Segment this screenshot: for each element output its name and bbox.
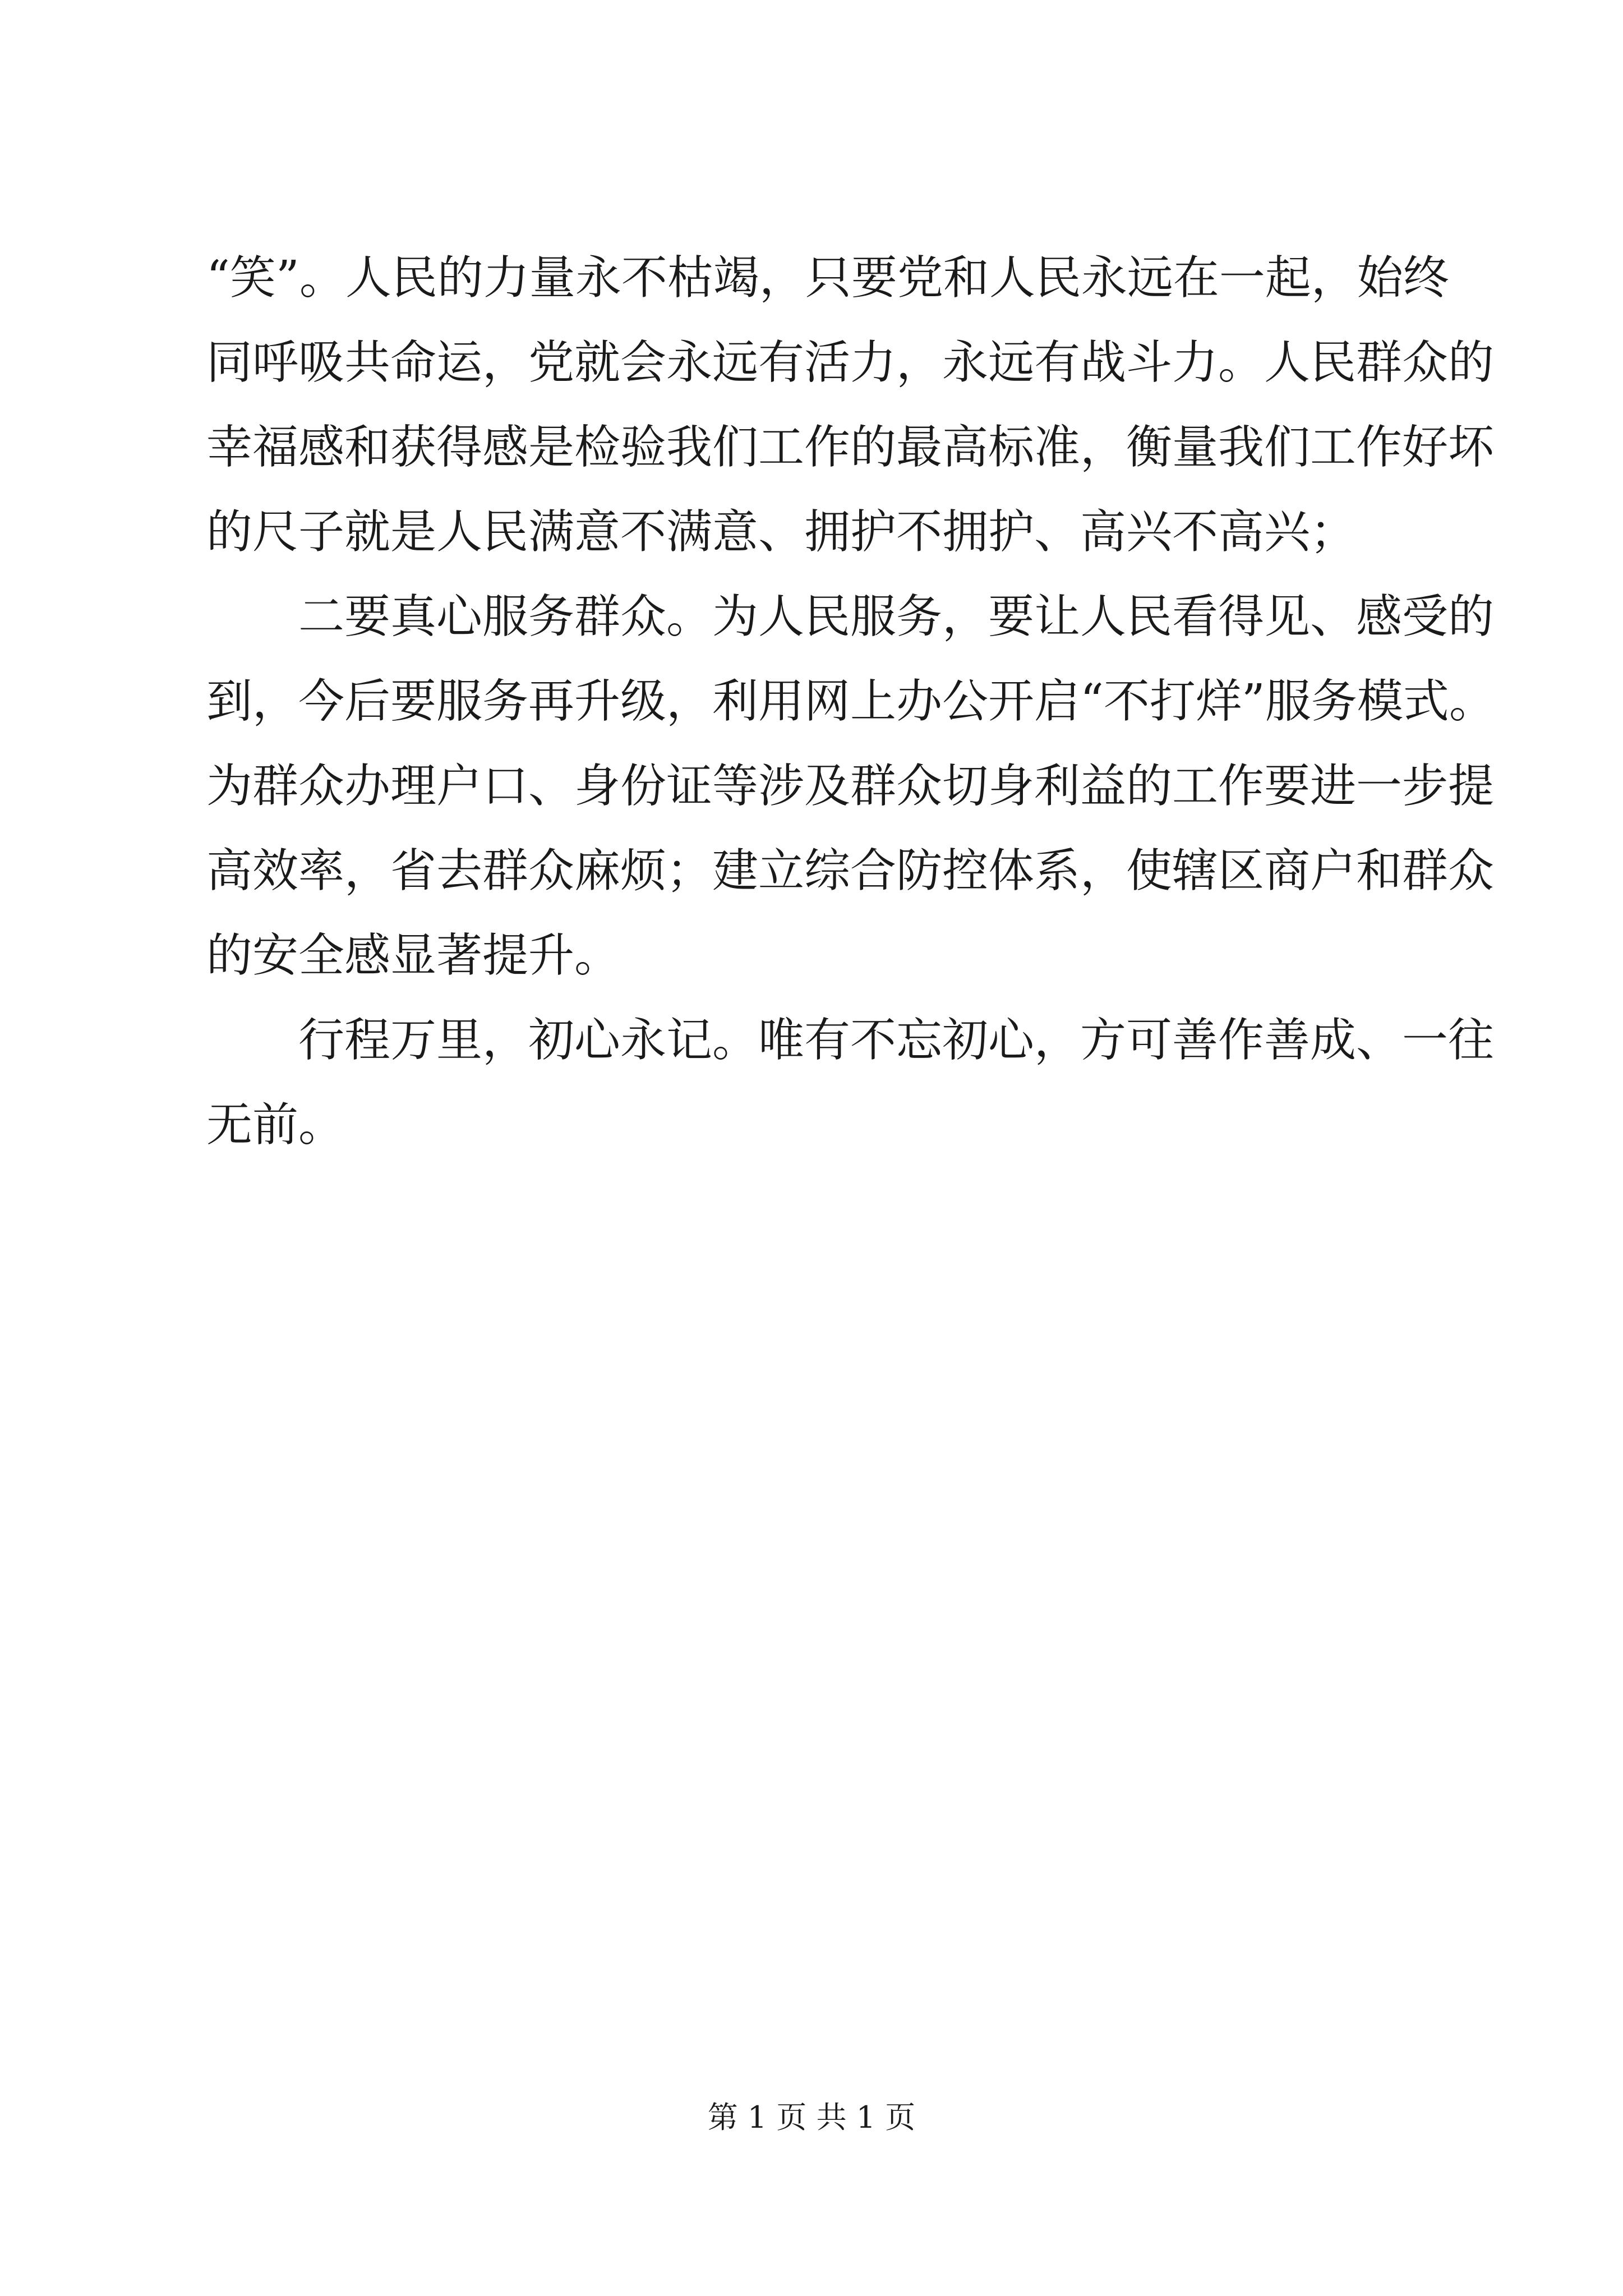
- paragraph-first-line: 行程万里，初心永记。唯有不忘初心，方可善作善成、一往: [298, 1014, 1495, 1067]
- paragraph-first-line: 二要真心服务群众。为人民服务，要让人民看得见、感受的: [298, 590, 1495, 643]
- text-line: 到，今后要服务再升级，利用网上办公开启“不打烊”服务模式。: [206, 675, 1495, 728]
- page-number: 第 1 页 共 1 页: [707, 2100, 916, 2135]
- text-line: 无前。: [206, 1098, 345, 1152]
- text-line: 的安全感显著提升。: [206, 929, 621, 982]
- text-line: 幸福感和获得感是检验我们工作的最高标准，衡量我们工作好坏: [206, 421, 1495, 474]
- text-line: 同呼吸共命运，党就会永远有活力，永远有战斗力。人民群众的: [206, 336, 1495, 389]
- text-line: 高效率，省去群众麻烦；建立综合防控体系，使辖区商户和群众: [206, 844, 1495, 898]
- text-line: 的尺子就是人民满意不满意、拥护不拥护、高兴不高兴；: [206, 505, 1357, 559]
- text-line: 为群众办理户口、身份证等涉及群众切身利益的工作要进一步提: [206, 760, 1495, 813]
- text-line: “笑”。人民的力量永不枯竭，只要党和人民永远在一起，始终: [206, 251, 1449, 305]
- page-footer: [0, 2095, 1623, 2140]
- document-body: [206, 236, 1495, 1167]
